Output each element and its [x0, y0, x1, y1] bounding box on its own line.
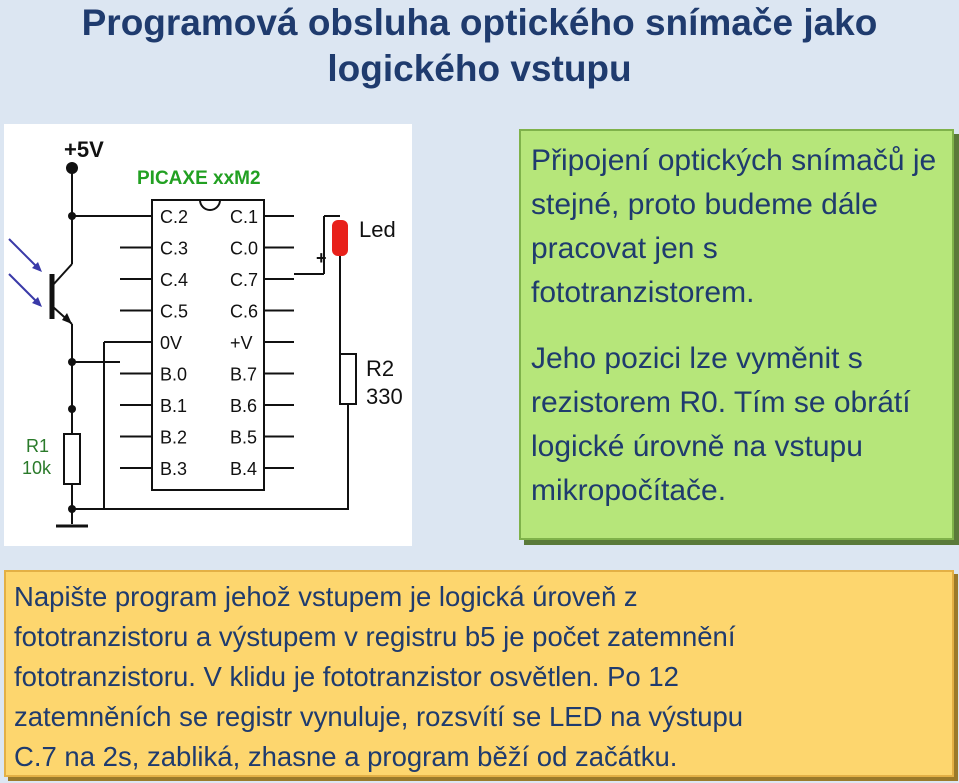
r1-name: R1 — [26, 436, 50, 456]
page-title — [0, 0, 959, 92]
chip-pin-label: C.2 — [160, 207, 189, 227]
r2-name: R2 — [366, 356, 395, 381]
led-plus: + — [316, 248, 327, 268]
task-line-4: zatemněních se registr vynuluje, rozsvítí se LED na výstupu — [14, 701, 744, 732]
chip-pin-label: B.1 — [160, 396, 188, 416]
title-line-2: logického vstupu — [327, 48, 632, 89]
phototransistor-symbol — [9, 239, 72, 324]
chip-pin-label: B.4 — [230, 459, 258, 479]
chip-pin-label: C.5 — [160, 301, 189, 322]
task-line-1: Napište program jehož vstupem je logická úroveň z — [14, 581, 638, 612]
chip-pin-label: B.3 — [160, 459, 188, 479]
task-line-5: C.7 na 2s, zabliká, zhasne a program běží od začátku. — [14, 741, 678, 772]
chip-name: PICAXE xxM2 — [137, 168, 261, 189]
task-box — [4, 570, 954, 777]
chip-pin-label: C.0 — [230, 238, 259, 259]
chip-pin-label: B.2 — [160, 427, 188, 448]
chip-pin-label: C.3 — [160, 238, 189, 259]
task-line-2: fototranzistoru a výstupem v registru b5 je počet zatemnění — [14, 621, 736, 652]
r2-resistor — [340, 354, 356, 404]
title-line-1: Programová obsluha optického snímače jako — [81, 2, 878, 43]
chip-pin-label: 0V — [160, 333, 183, 353]
chip-pin-label: C.7 — [230, 270, 259, 290]
r1-resistor — [64, 434, 80, 484]
led-symbol — [332, 220, 348, 256]
circuit-schematic — [4, 124, 412, 546]
task-line-3: fototranzistoru. V klidu je fototranzistor osvětlen. Po 12 — [14, 661, 679, 692]
led-label: Led — [359, 217, 396, 242]
chip-pin-label: B.6 — [230, 396, 258, 416]
chip-pin-label: C.6 — [230, 301, 259, 322]
chip-pin-label: B.0 — [160, 364, 188, 385]
chip-pin-label: B.5 — [230, 427, 258, 448]
chip-pin-label: C.4 — [160, 270, 189, 290]
chip-pin-label: B.7 — [230, 364, 258, 385]
schematic-svg — [4, 124, 412, 546]
info-paragraph-1: Připojení optických snímačů je stejné, proto budeme dále pracovat jen s fototranzistorem. — [531, 144, 937, 309]
supply-label: +5V — [64, 137, 104, 162]
r2-value: 330 — [366, 384, 403, 409]
info-box-sensor — [519, 129, 954, 540]
chip-pin-label: +V — [230, 333, 253, 353]
info-paragraph-2: Jeho pozici lze vyměnit s rezistorem R0. Tím se obrátí logické úrovně na vstupu mikropočítače. — [531, 342, 911, 507]
r1-value: 10k — [22, 458, 52, 478]
chip-pin-label: C.1 — [230, 207, 259, 227]
